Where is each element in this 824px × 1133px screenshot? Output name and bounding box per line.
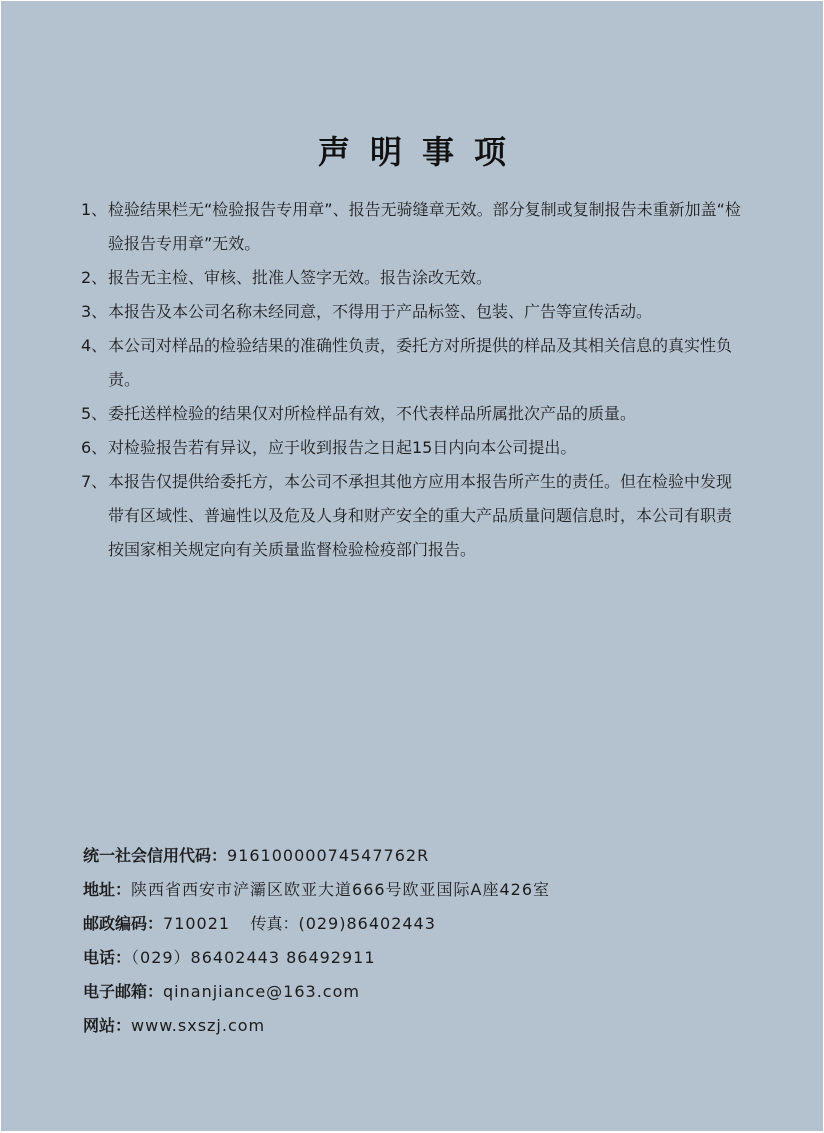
statement-item-7 bbox=[81, 465, 746, 567]
website-label: 网站： bbox=[83, 1016, 132, 1035]
statement-number: 4、 bbox=[81, 336, 108, 355]
statement-number: 5、 bbox=[81, 404, 108, 423]
phone-row bbox=[83, 941, 733, 975]
postcode-value: 710021 bbox=[163, 914, 231, 933]
document-page bbox=[1, 1, 823, 1131]
phone-label: 电话： bbox=[83, 948, 132, 967]
statement-item-5 bbox=[81, 397, 746, 431]
statement-text: 委托送样检验的结果仅对所检样品有效，不代表样品所属批次产品的质量。 bbox=[108, 404, 637, 423]
statement-item-3 bbox=[81, 295, 746, 329]
credit-code-label: 统一社会信用代码： bbox=[83, 846, 228, 865]
email-value: qinanjiance@163.com bbox=[163, 982, 360, 1001]
fax-value: (029)86402443 bbox=[298, 914, 436, 933]
address-row bbox=[83, 873, 733, 907]
credit-code-value: 91610000074547762R bbox=[227, 846, 430, 865]
statement-text: 本报告仅提供给委托方，本公司不承担其他方应用本报告所产生的责任。但在检验中发现带有区域性、普遍性以及危及人身和财产安全的重大产品质量问题信息时，本公司有职责按国家相关规定向有关质量监督检验检疫部门报告。 bbox=[108, 472, 733, 559]
credit-code-row bbox=[83, 839, 733, 873]
statement-number: 6、 bbox=[81, 438, 108, 457]
email-label: 电子邮箱： bbox=[83, 982, 164, 1001]
statement-number: 7、 bbox=[81, 472, 108, 491]
email-row bbox=[83, 975, 733, 1009]
statement-text: 检验结果栏无“检验报告专用章”、报告无骑缝章无效。部分复制或复制报告未重新加盖“检验报告专用章”无效。 bbox=[108, 200, 741, 253]
contact-info bbox=[83, 839, 733, 1043]
statement-item-6 bbox=[81, 431, 746, 465]
fax-label: 传真： bbox=[250, 914, 299, 933]
statement-number: 2、 bbox=[81, 268, 108, 287]
statement-item-1 bbox=[81, 193, 746, 261]
statement-number: 1、 bbox=[81, 200, 108, 219]
statement-item-4 bbox=[81, 329, 746, 397]
website-row bbox=[83, 1009, 733, 1043]
statement-list bbox=[81, 193, 746, 567]
postcode-row bbox=[83, 907, 733, 941]
phone-value: （029）86402443 86492911 bbox=[131, 948, 376, 967]
statement-text: 对检验报告若有异议，应于收到报告之日起15日内向本公司提出。 bbox=[108, 438, 577, 457]
postcode-label: 邮政编码： bbox=[83, 914, 164, 933]
website-value: www.sxszj.com bbox=[131, 1016, 266, 1035]
address-label: 地址： bbox=[83, 880, 132, 899]
statement-text: 本报告及本公司名称未经同意，不得用于产品标签、包装、广告等宣传活动。 bbox=[108, 302, 653, 321]
statement-text: 本公司对样品的检验结果的准确性负责，委托方对所提供的样品及其相关信息的真实性负责。 bbox=[108, 336, 733, 389]
statement-item-2 bbox=[81, 261, 746, 295]
page-title: 声明事项 bbox=[317, 133, 526, 171]
address-value: 陕西省西安市浐灞区欧亚大道666号欧亚国际A座426室 bbox=[131, 880, 551, 899]
statement-text: 报告无主检、审核、批准人签字无效。报告涂改无效。 bbox=[108, 268, 493, 287]
statement-number: 3、 bbox=[81, 302, 108, 321]
